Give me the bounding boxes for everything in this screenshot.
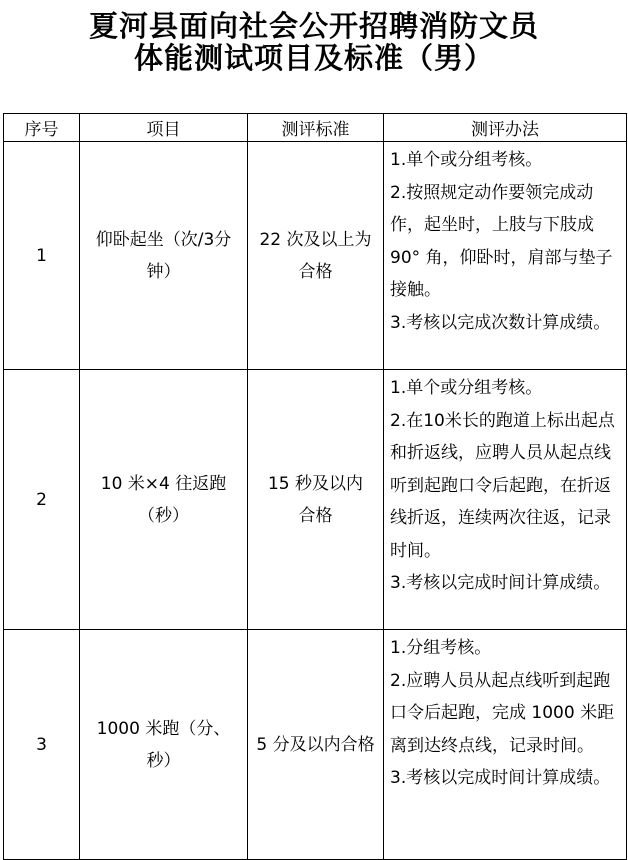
document-title-line-1: 夏河县面向社会公开招聘消防文员 [88,9,539,43]
document-title-line-2: 体能测试项目及标准（男） [133,41,494,75]
method-step: 1.分组考核。 [390,638,492,658]
table-row [4,142,627,370]
row-item: 1000 米跑（分、秒） [80,630,248,860]
table-row [4,370,627,630]
table-header-row [4,114,627,142]
method-step: 2.应聘人员从起点线听到起跑口令后起跑，完成 1000 米距离到达终点线，记录时间。 [390,670,615,756]
row-method [384,630,627,860]
row-method [384,370,627,630]
row-standard: 15 秒及以内合格 [248,370,384,630]
method-step: 2.按照规定动作要领完成动作，起坐时，上肢与下肢成 90° 角，仰卧时，肩部与垫子接触。 [390,182,613,300]
row-method [384,142,627,370]
method-step: 1.单个或分组考核。 [390,150,543,170]
header-number: 序号 [4,114,80,142]
row-standard: 5 分及以内合格 [248,630,384,860]
table-row [4,630,627,860]
row-item: 10 米×4 往返跑（秒） [80,370,248,630]
header-standard: 测评标准 [248,114,384,142]
method-step: 2.在10米长的跑道上标出起点和折返线，应聘人员从起点线听到起跑口令后起跑，在折返线折返，连续两次往返，记录时间。 [390,410,615,561]
method-step: 3.考核以完成时间计算成绩。 [390,768,611,788]
row-number: 2 [4,370,80,630]
fitness-test-table [3,113,627,860]
row-number: 3 [4,630,80,860]
header-item: 项目 [80,114,248,142]
row-number: 1 [4,142,80,370]
method-step: 3.考核以完成时间计算成绩。 [390,573,611,593]
row-standard: 22 次及以上为合格 [248,142,384,370]
header-method: 测评办法 [384,114,627,142]
method-step: 3.考核以完成次数计算成绩。 [390,312,611,333]
row-item: 仰卧起坐（次/3分钟） [80,142,248,370]
method-step: 1.单个或分组考核。 [390,378,543,398]
